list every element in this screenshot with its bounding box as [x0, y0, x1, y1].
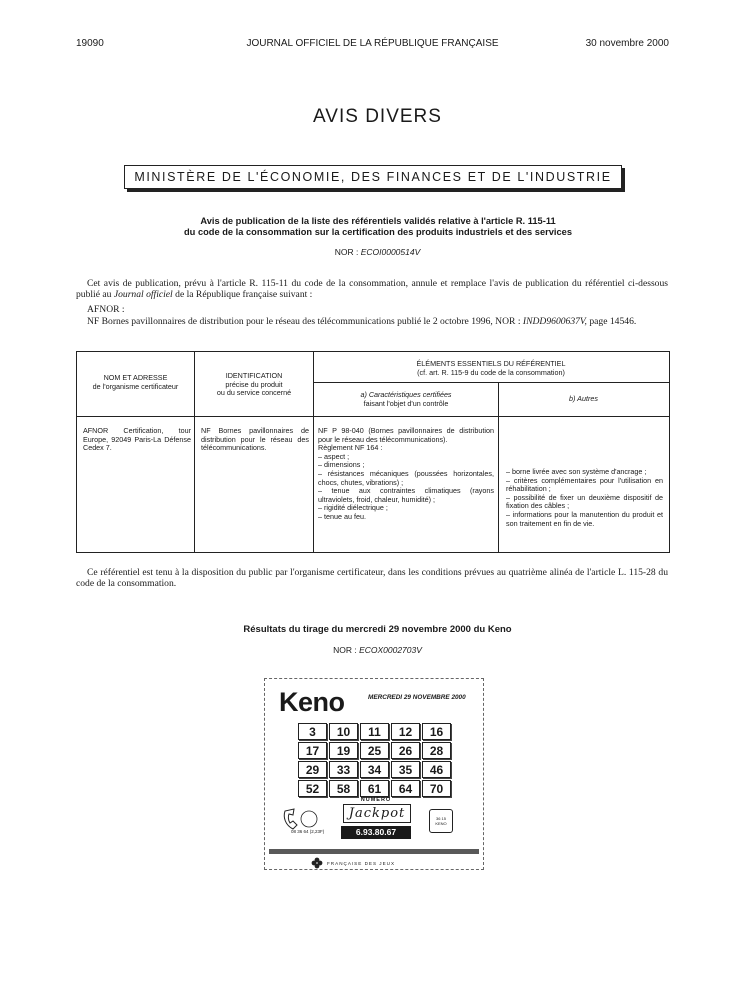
keno-number: 46 [422, 761, 451, 778]
keno-number: 58 [329, 780, 358, 797]
sub-header-a-line2: faisant l'objet d'un contrôle [363, 398, 449, 408]
keno-logo: Keno [279, 687, 345, 717]
issue-date: 30 novembre 2000 [585, 38, 669, 49]
referential-table [76, 351, 670, 553]
keno-nor [0, 645, 755, 655]
product-cell: NF Bornes pavillonnaires de distribution pour le réseau des télécommunications. [201, 426, 309, 453]
jackpot-word: Jackpot [343, 804, 411, 823]
notice-title [100, 216, 656, 238]
intro-paragraph [76, 278, 668, 300]
intro-journal-italic: Journal officiel [113, 289, 173, 300]
notice-nor [0, 247, 755, 257]
keno-number: 10 [329, 723, 358, 740]
nor-label: NOR : [334, 247, 359, 257]
journal-title: JOURNAL OFFICIEL DE LA RÉPUBLIQUE FRANÇAISE [246, 38, 499, 49]
phone-number: 08 36 64 (2,23F) [291, 829, 325, 834]
keno-number: 52 [298, 780, 327, 797]
keno-number: 35 [391, 761, 420, 778]
ref-nor: INDD9600637V, [522, 316, 587, 327]
jackpot-amount: 6.93.80.67 [341, 826, 411, 839]
characteristic-item: – aspect ; [318, 451, 350, 461]
keno-ticket [264, 678, 484, 870]
col3-header-line2: (cf. art. R. 115-9 du code de la consommation) [417, 367, 565, 377]
col1-header-line1: NOM ET ADRESSE [103, 373, 168, 382]
closing-paragraph: Ce référentiel est tenu à la disposition du public par l'organisme certificateur, dans les conditions prévues au quatrième alinéa de l'article L. 115-28 du code de la consommation. [76, 567, 668, 589]
table-divider [77, 416, 669, 417]
operator-name: FRANÇAISE DES JEUX [327, 861, 396, 866]
page-header [76, 38, 669, 52]
keno-number: 3 [298, 723, 327, 740]
reglement-label: Règlement NF 164 : [318, 443, 383, 453]
ref-text-1: NF Bornes pavillonnaires de distribution pour le réseau des télécommunications publié le 2 octobre 1996, NOR : [87, 316, 521, 327]
sub-header-a-line1: a) Caractéristiques certifiées [360, 390, 452, 399]
minitel-icon: 36 15 KENO [429, 809, 453, 833]
ref-text-2: page 14546. [589, 316, 637, 327]
organism-cell: AFNOR Certification, tour Europe, 92049 Paris-La Défense Cedex 7. [83, 426, 191, 453]
table-divider [498, 382, 499, 552]
keno-number: 17 [298, 742, 327, 759]
intro-text-1: Cet avis de publication, prévu à l'article R. 115-11 du code de la consommation, annule et remplace l'avis de publication du référentiel ci-dessous publié au [76, 278, 668, 300]
keno-number: 26 [391, 742, 420, 759]
keno-nor-label: NOR : [333, 645, 357, 655]
keno-number: 16 [422, 723, 451, 740]
keno-number: 28 [422, 742, 451, 759]
jackpot-label: NUMERO [360, 797, 392, 803]
col1-header [79, 374, 192, 391]
keno-number: 33 [329, 761, 358, 778]
characteristic-item: – dimensions ; [318, 460, 365, 470]
intro-text-2: de la République française suivant : [175, 289, 313, 300]
keno-number: 70 [422, 780, 451, 797]
col2-header-line3: ou du service concerné [216, 388, 292, 398]
afnor-label: AFNOR : [87, 304, 125, 315]
section-title: AVIS DIVERS [313, 106, 442, 127]
other-element-item: – critères complémentaires pour l'utilisation en réhabilitation ; [506, 475, 663, 494]
col2-header-line2: précise du produit [225, 379, 283, 389]
keno-number: 29 [298, 761, 327, 778]
sub-header-a [315, 391, 497, 408]
jackpot-box [339, 797, 413, 841]
ministry-box: MINISTÈRE DE L'ÉCONOMIE, DES FINANCES ET DE L'INDUSTRIE [124, 165, 622, 189]
keno-number: 11 [360, 723, 389, 740]
keno-number: 19 [329, 742, 358, 759]
col3-header-line1: ÉLÉMENTS ESSENTIELS DU RÉFÉRENTIEL [416, 359, 566, 368]
other-elements-list [506, 468, 663, 528]
keno-draw-date: MERCREDI 29 NOVEMBRE 2000 [368, 694, 466, 701]
nor-value: ECOI0000514V [360, 247, 421, 257]
keno-number: 12 [391, 723, 420, 740]
notice-title-line1: Avis de publication de la liste des référentiels validés relative à l'article R. 115-11 [200, 216, 556, 226]
characteristic-item: – tenue au feu. [318, 511, 366, 521]
characteristics-list [318, 453, 494, 522]
ticket-strip [269, 849, 479, 854]
col2-header-line1: IDENTIFICATION [225, 371, 283, 380]
certified-characteristics-cell [318, 427, 494, 522]
other-element-item: – informations pour la manutention du produit et son traitement en fin de vie. [506, 509, 663, 528]
keno-number: 61 [360, 780, 389, 797]
col3-header [315, 360, 667, 377]
notice-title-line2: du code de la consommation sur la certification des produits industriels et des services [184, 227, 572, 237]
standard-ref: NF P 98-040 (Bornes pavillonnaires de distribution pour le réseau des télécommunications). [318, 426, 494, 444]
other-element-item: – possibilité de fixer un deuxième dispositif de fixation des câbles ; [506, 492, 663, 511]
keno-nor-value: ECOX0002703V [359, 645, 422, 655]
page-number: 19090 [76, 38, 104, 49]
keno-number: 25 [360, 742, 389, 759]
keno-number: 34 [360, 761, 389, 778]
other-elements-cell [506, 468, 663, 528]
characteristic-item: – tenue aux contraintes climatiques (rayons ultraviolets, froid, chaleur, humidité) ; [318, 486, 494, 504]
table-divider [313, 382, 669, 383]
fdj-clover-icon [311, 857, 323, 869]
characteristic-item: – résistances mécaniques (poussées horizontales, chocs, chutes, vibrations) ; [318, 468, 494, 487]
table-divider [194, 352, 195, 552]
other-element-item: – borne livrée avec son système d'ancrage ; [506, 467, 647, 476]
sub-header-b: b) Autres [569, 394, 598, 403]
keno-number-grid [298, 723, 451, 797]
col1-header-line2: de l'organisme certificateur [92, 381, 179, 391]
characteristic-item: – rigidité diélectrique ; [318, 503, 388, 513]
col2-header [197, 372, 311, 398]
keno-results-title: Résultats du tirage du mercredi 29 novembre 2000 du Keno [243, 624, 512, 635]
reference-paragraph [76, 316, 668, 327]
keno-number: 64 [391, 780, 420, 797]
